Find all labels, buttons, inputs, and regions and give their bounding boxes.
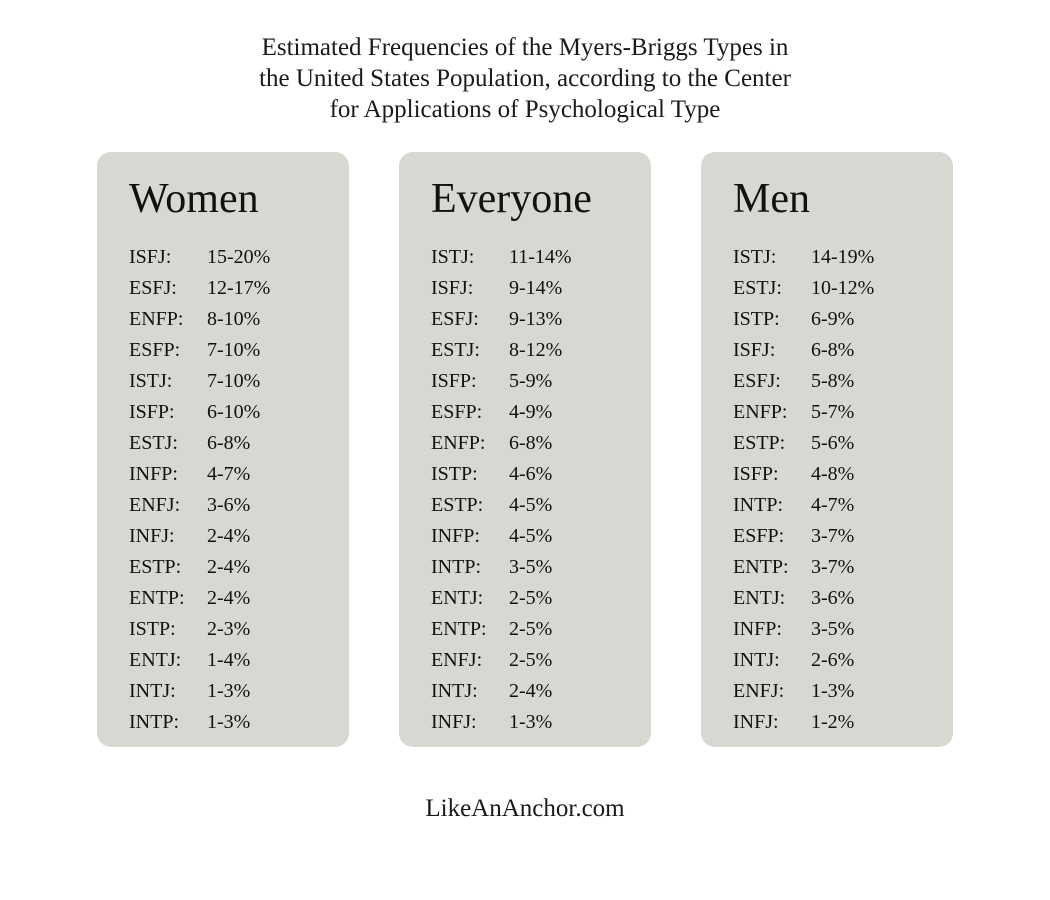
type-percent: 3-6%	[811, 587, 855, 609]
list-item	[431, 366, 651, 397]
type-list	[701, 242, 953, 738]
type-percent: 4-9%	[509, 401, 553, 423]
list-item	[733, 552, 953, 583]
list-item	[129, 273, 349, 304]
type-percent: 3-5%	[811, 618, 855, 640]
type-percent: 2-5%	[509, 649, 553, 671]
panel-heading: Men	[733, 176, 810, 222]
type-code: ISFJ:	[129, 246, 172, 268]
page-title	[0, 0, 1050, 125]
type-code: ESTP:	[733, 432, 786, 454]
type-code: ENFJ:	[733, 680, 785, 702]
type-percent: 15-20%	[207, 246, 271, 268]
type-percent: 2-4%	[207, 556, 251, 578]
type-code: INTJ:	[431, 680, 478, 702]
panels-container	[0, 152, 1050, 747]
list-item	[129, 366, 349, 397]
list-item	[129, 335, 349, 366]
type-percent: 1-3%	[509, 711, 553, 733]
type-code: ENFJ:	[129, 494, 181, 516]
list-item	[129, 490, 349, 521]
type-code: INFP:	[431, 525, 480, 547]
list-item	[129, 645, 349, 676]
type-code: INFP:	[129, 463, 178, 485]
list-item	[431, 397, 651, 428]
type-code: INTJ:	[129, 680, 176, 702]
type-code: ISFJ:	[431, 277, 474, 299]
list-item	[129, 242, 349, 273]
type-percent: 6-9%	[811, 308, 855, 330]
type-percent: 3-7%	[811, 525, 855, 547]
type-code: ESFJ:	[431, 308, 479, 330]
panel-heading: Everyone	[431, 176, 592, 222]
list-item	[431, 273, 651, 304]
type-code: ISFP:	[431, 370, 477, 392]
list-item	[733, 521, 953, 552]
type-percent: 8-12%	[509, 339, 563, 361]
type-code: ISFJ:	[733, 339, 776, 361]
type-percent: 7-10%	[207, 339, 261, 361]
list-item	[431, 335, 651, 366]
type-code: ESTP:	[431, 494, 484, 516]
list-item	[431, 242, 651, 273]
list-item	[733, 583, 953, 614]
list-item	[431, 459, 651, 490]
panel-women	[97, 152, 349, 747]
list-item	[431, 428, 651, 459]
type-percent: 2-4%	[509, 680, 553, 702]
type-percent: 1-3%	[207, 711, 251, 733]
type-percent: 9-14%	[509, 277, 563, 299]
list-item	[733, 676, 953, 707]
type-code: ISTJ:	[129, 370, 173, 392]
type-code: INFJ:	[129, 525, 175, 547]
list-item	[431, 645, 651, 676]
type-percent: 1-4%	[207, 649, 251, 671]
type-code: ISTJ:	[431, 246, 475, 268]
list-item	[129, 428, 349, 459]
list-item	[129, 521, 349, 552]
type-percent: 6-8%	[509, 432, 553, 454]
list-item	[129, 707, 349, 738]
type-percent: 8-10%	[207, 308, 261, 330]
type-code: ENTP:	[129, 587, 185, 609]
type-percent: 4-7%	[811, 494, 855, 516]
type-percent: 5-9%	[509, 370, 553, 392]
list-item	[733, 397, 953, 428]
type-percent: 5-6%	[811, 432, 855, 454]
type-code: ISFP:	[129, 401, 175, 423]
type-code: ENFP:	[431, 432, 486, 454]
type-code: ENTJ:	[733, 587, 786, 609]
type-code: ESTJ:	[129, 432, 178, 454]
footer-attribution: LikeAnAnchor.com	[425, 795, 625, 822]
list-item	[733, 490, 953, 521]
type-list	[97, 242, 349, 738]
type-code: ESFJ:	[129, 277, 177, 299]
type-code: INFP:	[733, 618, 782, 640]
type-code: ESFP:	[733, 525, 785, 547]
list-item	[733, 428, 953, 459]
list-item	[733, 242, 953, 273]
list-item	[733, 304, 953, 335]
type-code: ESFP:	[129, 339, 181, 361]
type-code: ENTP:	[733, 556, 789, 578]
type-code: ESFJ:	[733, 370, 781, 392]
type-percent: 4-5%	[509, 525, 553, 547]
type-percent: 10-12%	[811, 277, 875, 299]
type-code: INTP:	[129, 711, 179, 733]
list-item	[129, 552, 349, 583]
type-percent: 2-3%	[207, 618, 251, 640]
page-title-line-1: Estimated Frequencies of the Myers-Briggs Types in	[261, 34, 789, 61]
type-code: ISTJ:	[733, 246, 777, 268]
type-code: ENFP:	[733, 401, 788, 423]
type-code: ISTP:	[733, 308, 780, 330]
type-code: ENTP:	[431, 618, 487, 640]
type-percent: 2-5%	[509, 618, 553, 640]
type-code: ENFP:	[129, 308, 184, 330]
type-percent: 4-7%	[207, 463, 251, 485]
list-item	[431, 676, 651, 707]
type-code: ESTJ:	[733, 277, 782, 299]
list-item	[431, 614, 651, 645]
type-code: ENTJ:	[431, 587, 484, 609]
page-title-line-2: the United States Population, according to the Center	[259, 65, 791, 92]
list-item	[129, 397, 349, 428]
panel-heading: Women	[129, 176, 259, 222]
panel-everyone	[399, 152, 651, 747]
list-item	[129, 676, 349, 707]
type-percent: 3-6%	[207, 494, 251, 516]
page-title-line-3: for Applications of Psychological Type	[329, 96, 721, 123]
type-percent: 6-8%	[811, 339, 855, 361]
type-code: ESTP:	[129, 556, 182, 578]
list-item	[733, 645, 953, 676]
type-code: ISFP:	[733, 463, 779, 485]
type-percent: 1-3%	[207, 680, 251, 702]
type-code: ESTJ:	[431, 339, 480, 361]
list-item	[129, 614, 349, 645]
list-item	[733, 273, 953, 304]
type-code: ENFJ:	[431, 649, 483, 671]
type-code: INFJ:	[431, 711, 477, 733]
type-percent: 5-8%	[811, 370, 855, 392]
list-item	[431, 521, 651, 552]
type-list	[399, 242, 651, 738]
type-percent: 2-5%	[509, 587, 553, 609]
list-item	[431, 583, 651, 614]
type-percent: 4-5%	[509, 494, 553, 516]
type-percent: 11-14%	[509, 246, 572, 268]
type-code: ESFP:	[431, 401, 483, 423]
type-percent: 12-17%	[207, 277, 271, 299]
type-percent: 1-2%	[811, 711, 855, 733]
type-code: INTJ:	[733, 649, 780, 671]
list-item	[733, 707, 953, 738]
list-item	[733, 459, 953, 490]
type-code: INFJ:	[733, 711, 779, 733]
type-percent: 2-4%	[207, 587, 251, 609]
type-code: ISTP:	[129, 618, 176, 640]
type-code: ENTJ:	[129, 649, 182, 671]
type-percent: 2-6%	[811, 649, 855, 671]
list-item	[733, 366, 953, 397]
type-code: ISTP:	[431, 463, 478, 485]
type-code: INTP:	[733, 494, 783, 516]
list-item	[129, 304, 349, 335]
list-item	[431, 490, 651, 521]
type-percent: 4-6%	[509, 463, 553, 485]
type-code: INTP:	[431, 556, 481, 578]
type-percent: 6-8%	[207, 432, 251, 454]
type-percent: 3-7%	[811, 556, 855, 578]
list-item	[733, 614, 953, 645]
type-percent: 3-5%	[509, 556, 553, 578]
list-item	[431, 304, 651, 335]
type-percent: 7-10%	[207, 370, 261, 392]
type-percent: 2-4%	[207, 525, 251, 547]
type-percent: 5-7%	[811, 401, 855, 423]
list-item	[129, 459, 349, 490]
type-percent: 6-10%	[207, 401, 261, 423]
type-percent: 1-3%	[811, 680, 855, 702]
type-percent: 9-13%	[509, 308, 563, 330]
list-item	[129, 583, 349, 614]
type-percent: 4-8%	[811, 463, 855, 485]
panel-men	[701, 152, 953, 747]
list-item	[733, 335, 953, 366]
list-item	[431, 707, 651, 738]
list-item	[431, 552, 651, 583]
type-percent: 14-19%	[811, 246, 875, 268]
